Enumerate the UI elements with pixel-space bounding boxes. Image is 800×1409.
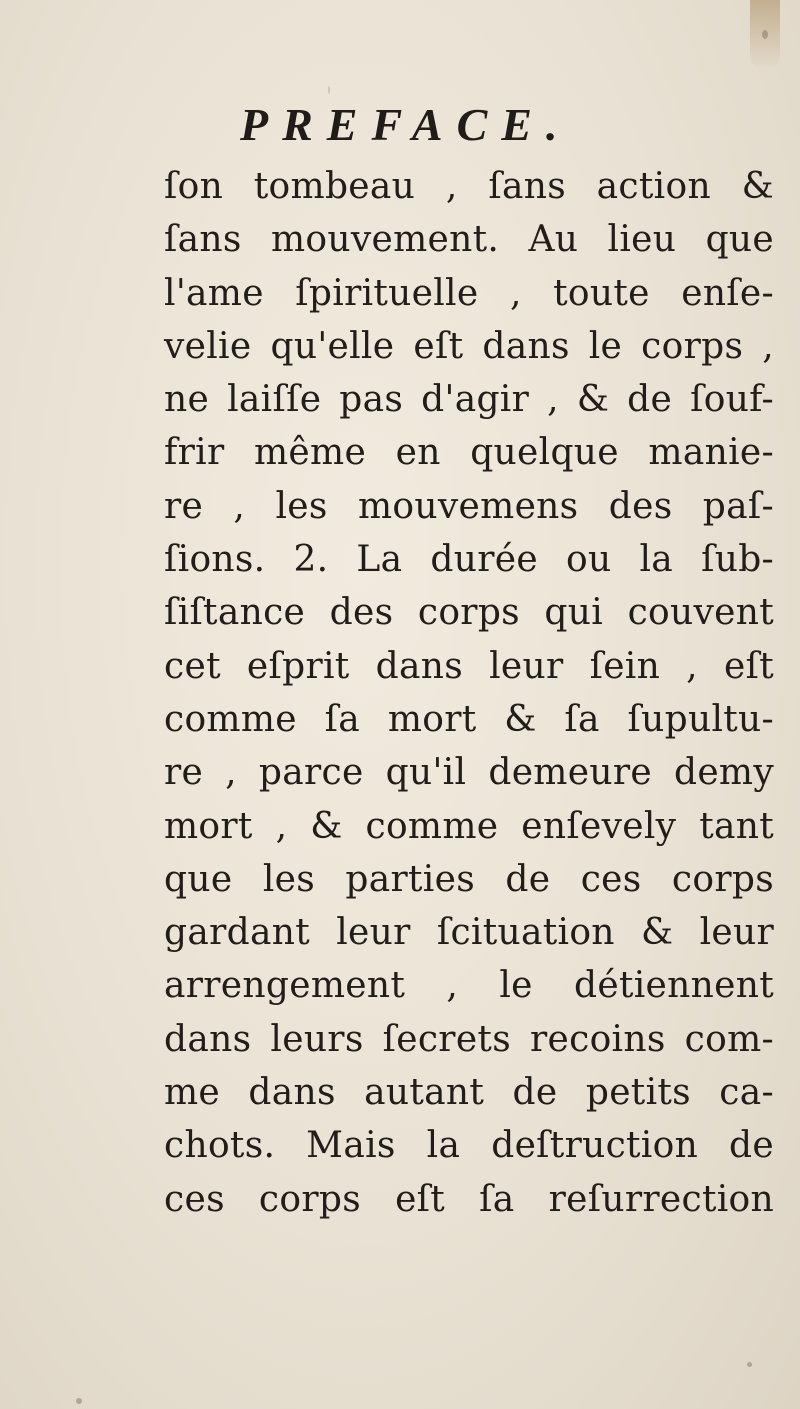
text-line: arrengement , le détiennent (164, 965, 774, 1007)
text-line: ſions. 2. La durée ou la ſub- (164, 539, 774, 581)
text-line: ſans mouvement. Au lieu que (164, 219, 774, 261)
ink-fleck (747, 1362, 752, 1367)
text-line: ces corps eſt ſa reſurrection (164, 1178, 774, 1220)
text-line: re , parce qu'il demeure demy (164, 752, 774, 794)
text-line: frir même en quelque manie- (164, 432, 774, 474)
ink-fleck (762, 30, 768, 39)
text-line: chots. Mais la deſtruction de (164, 1125, 774, 1167)
text-line: velie qu'elle eſt dans le corps , (164, 325, 774, 367)
text-line: l'ame ſpirituelle , toute enſe- (164, 272, 774, 314)
running-head: PREFACE. (240, 99, 572, 150)
text-line: ſon tombeau , ſans action & (164, 166, 774, 207)
text-line: me dans autant de petits ca- (164, 1072, 774, 1114)
text-line: mort , & comme enſevely tant (164, 805, 774, 847)
text-line: dans leurs ſecrets recoins com- (164, 1018, 774, 1060)
ink-fleck (76, 1398, 82, 1404)
ink-fleck (328, 86, 330, 94)
text-line: cet eſprit dans leur ſein , eſt (164, 645, 774, 687)
body-text (164, 160, 774, 1226)
text-line: ſiſtance des corps qui couvent (164, 592, 774, 634)
text-line: re , les mouvemens des paſ- (164, 485, 774, 527)
text-line: que les parties de ces corps (164, 858, 774, 900)
text-line: comme ſa mort & ſa ſupultu- (164, 698, 774, 740)
text-line: gardant leur ſcituation & leur (164, 912, 774, 954)
text-line: ne laiſſe pas d'agir , & de ſouf- (164, 379, 774, 421)
